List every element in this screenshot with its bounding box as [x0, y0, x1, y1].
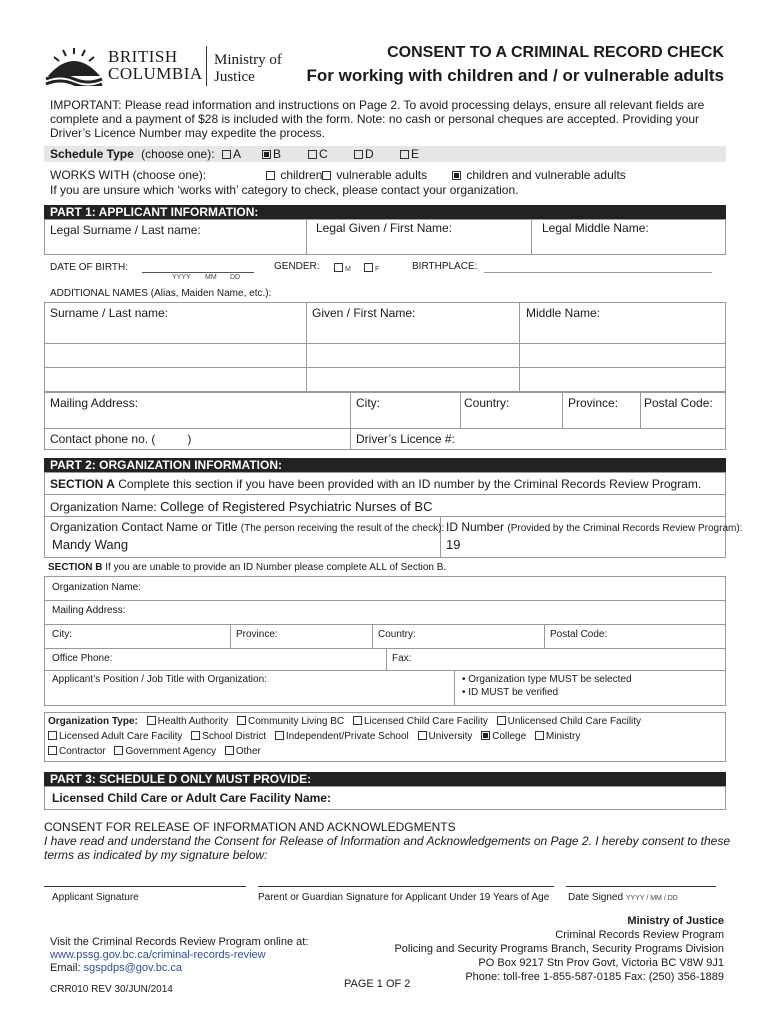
org-type-licensed-child-care[interactable]: Licensed Child Care Facility: [353, 716, 488, 727]
checkbox-icon[interactable]: [147, 716, 156, 725]
applicant-signature-line[interactable]: [44, 886, 246, 887]
org-type-independent-school[interactable]: Independent/Private School: [275, 731, 409, 742]
org-type-university[interactable]: University: [418, 731, 473, 742]
schedule-option-c[interactable]: C: [308, 146, 328, 162]
footer-branch: Policing and Security Programs Branch, Security Programs Division: [394, 943, 724, 955]
dob-mm: MM: [205, 274, 217, 281]
footer-visit: Visit the Criminal Records Review Program online at:: [50, 936, 309, 948]
org-type-row-3: [48, 746, 261, 757]
divider: [44, 367, 726, 368]
b-province-label: Province:: [236, 629, 278, 640]
schedule-hint: (choose one):: [141, 147, 215, 161]
org-contact-value[interactable]: Mandy Wang: [52, 537, 129, 552]
footer-contact: [50, 936, 308, 975]
footer-ministry: Ministry of Justice: [627, 915, 724, 927]
org-type-row-2: [48, 731, 580, 742]
ministry-line2: Justice: [214, 69, 255, 85]
checkbox-icon[interactable]: [114, 746, 123, 755]
divider: [306, 219, 307, 255]
schedule-option-e[interactable]: E: [400, 146, 419, 162]
org-contact-label: Organization Contact Name or Title (The person receiving the result of the check):: [50, 520, 445, 534]
divider: [44, 516, 726, 517]
checkbox-checked-icon[interactable]: [452, 171, 461, 180]
page-number: PAGE 1 OF 2: [344, 978, 411, 990]
org-type-licensed-adult-care[interactable]: Licensed Adult Care Facility: [48, 731, 182, 742]
date-signed-line[interactable]: [566, 886, 716, 887]
works-with-vulnerable-adults[interactable]: vulnerable adults: [322, 168, 427, 182]
divider: [44, 600, 726, 601]
works-with-label: WORKS WITH (choose one):: [50, 168, 207, 182]
province-line2: COLUMBIA: [108, 64, 203, 83]
drivers-licence-label: Driver’s Licence #:: [356, 432, 455, 446]
country-label: Country:: [464, 396, 510, 410]
checkbox-icon[interactable]: [334, 263, 343, 272]
ministry-line1: Ministry of: [214, 52, 282, 68]
gender-label: GENDER:: [274, 261, 320, 272]
divider: [44, 343, 726, 344]
footer-url-link[interactable]: www.pssg.gov.bc.ca/criminal-records-review: [50, 949, 266, 961]
legal-given-label: Legal Given / First Name:: [316, 221, 453, 235]
b-country-label: Country:: [378, 629, 416, 640]
checkbox-checked-icon[interactable]: [262, 150, 271, 159]
add-surname-label: Surname / Last name:: [50, 306, 169, 320]
org-type-unlicensed-child-care[interactable]: Unlicensed Child Care Facility: [497, 716, 641, 727]
works-with-row: [50, 168, 626, 182]
checkbox-icon[interactable]: [191, 731, 200, 740]
form-title: CONSENT TO A CRIMINAL RECORD CHECK: [387, 44, 724, 61]
checkbox-icon[interactable]: [266, 171, 275, 180]
schedule-type-row: [44, 146, 726, 162]
checkbox-icon[interactable]: [354, 150, 363, 159]
mailing-address-label: Mailing Address:: [50, 396, 139, 410]
org-type-health-authority[interactable]: Health Authority: [147, 716, 229, 727]
checkbox-icon[interactable]: [48, 746, 57, 755]
birthplace-label: BIRTHPLACE:: [412, 261, 478, 272]
checkbox-icon[interactable]: [275, 731, 284, 740]
org-type-college[interactable]: College: [481, 731, 526, 742]
org-name-row: Organization Name: College of Registered Psychiatric Nurses of BC: [50, 499, 433, 514]
id-number-label: ID Number (Provided by the Criminal Records Review Program):: [446, 520, 743, 534]
footer-email-row: Email: sgspdps@gov.bc.ca: [50, 962, 183, 974]
consent-heading: CONSENT FOR RELEASE OF INFORMATION AND ACKNOWLEDGMENTS: [44, 820, 456, 834]
province-line1: BRITISH: [108, 47, 178, 66]
b-office-phone-label: Office Phone:: [52, 653, 113, 664]
divider: [531, 219, 532, 255]
checkbox-icon[interactable]: [237, 716, 246, 725]
schedule-option-d[interactable]: D: [354, 146, 374, 162]
add-middle-label: Middle Name:: [526, 306, 601, 320]
divider: [44, 494, 726, 495]
schedule-label: Schedule Type: [50, 147, 134, 161]
b-postal-label: Postal Code:: [550, 629, 608, 640]
form-header: [0, 0, 770, 96]
divider: [44, 670, 726, 671]
org-type-ministry[interactable]: Ministry: [535, 731, 580, 742]
section-a-text: SECTION A Complete this section if you have been provided with an ID number by the Criminal Records Review Program.: [50, 477, 702, 491]
section-b-text: SECTION B If you are unable to provide an ID Number please complete ALL of Section B.: [48, 562, 447, 573]
gender-m-option[interactable]: M: [334, 263, 351, 273]
divider: [230, 624, 231, 648]
works-with-children[interactable]: children: [266, 168, 322, 182]
part2-header: PART 2: ORGANIZATION INFORMATION:: [44, 458, 726, 472]
important-note: IMPORTANT: Please read information and instructions on Page 2. To avoid processing delays, ensure all relevant fields are complete and a payment of $28 is included with the form. Note: no cash or personal cheques are accepted. Providing your Driver’s Licence Number may expedite the process.: [50, 98, 705, 140]
guardian-signature-line[interactable]: [258, 886, 554, 887]
dob-label: DATE OF BIRTH:: [50, 262, 128, 273]
part3-header: PART 3: SCHEDULE D ONLY MUST PROVIDE:: [44, 772, 726, 786]
divider: [562, 392, 563, 428]
b-city-label: City:: [52, 629, 72, 640]
additional-names-label: ADDITIONAL NAMES (Alias, Maiden Name, etc.):: [50, 288, 272, 299]
checkbox-icon[interactable]: [535, 731, 544, 740]
works-with-both[interactable]: children and vulnerable adults: [452, 168, 626, 182]
divider: [350, 392, 351, 450]
divider: [386, 648, 387, 670]
org-type-community-living[interactable]: Community Living BC: [237, 716, 344, 727]
checkbox-icon[interactable]: [48, 731, 57, 740]
divider: [306, 302, 307, 392]
checkbox-icon[interactable]: [322, 171, 331, 180]
footer-ministry-address: [394, 914, 724, 984]
org-type-government-agency[interactable]: Government Agency: [114, 746, 216, 757]
org-type-contractor[interactable]: Contractor: [48, 746, 106, 757]
add-given-label: Given / First Name:: [312, 306, 416, 320]
divider: [44, 428, 726, 429]
footer-program: Criminal Records Review Program: [555, 929, 724, 941]
applicant-signature-label: Applicant Signature: [52, 892, 139, 903]
footer-address: PO Box 9217 Stn Prov Govt, Victoria BC V8W 9J1: [478, 957, 724, 969]
checkbox-checked-icon[interactable]: [481, 731, 490, 740]
form-subtitle: For working with children and / or vulnerable adults: [306, 66, 724, 85]
b-org-name-label: Organization Name:: [52, 582, 141, 593]
birthplace-input-line[interactable]: [484, 272, 712, 273]
bullet-id-verified: • ID MUST be verified: [462, 687, 559, 698]
facility-name-label: Licensed Child Care or Adult Care Facility Name:: [52, 791, 331, 805]
form-code: CRR010 REV 30/JUN/2014: [50, 984, 173, 995]
divider: [372, 624, 373, 648]
ministry-name: [214, 52, 282, 86]
contact-phone-label: Contact phone no. ( ): [50, 432, 192, 446]
bc-sun-icon: [44, 46, 104, 86]
divider: [460, 392, 461, 428]
consent-body: I have read and understand the Consent for Release of Information and Acknowledgements on Page 2. I hereby consent to these terms as indicated by my signature below:: [44, 834, 730, 862]
checkbox-icon[interactable]: [497, 716, 506, 725]
b-mailing-label: Mailing Address:: [52, 605, 126, 616]
bc-logo: [44, 46, 282, 90]
legal-surname-label: Legal Surname / Last name:: [50, 223, 201, 237]
checkbox-icon[interactable]: [400, 150, 409, 159]
bullet-org-type: • Organization type MUST be selected: [462, 674, 632, 685]
footer-phone: Phone: toll-free 1-855-587-0185 Fax: (250) 356-1889: [465, 971, 724, 983]
guardian-signature-label: Parent or Guardian Signature for Applicant Under 19 Years of Age: [258, 892, 550, 903]
b-fax-label: Fax:: [392, 653, 412, 664]
schedule-option-b[interactable]: B: [262, 146, 281, 162]
checkbox-icon[interactable]: [222, 150, 231, 159]
divider: [519, 302, 520, 392]
org-type-school-district[interactable]: School District: [191, 731, 266, 742]
b-position-label: Applicant’s Position / Job Title with Organization:: [52, 674, 267, 685]
dob-input-line[interactable]: [142, 272, 254, 273]
divider: [454, 670, 455, 706]
province-name: [108, 48, 203, 82]
checkbox-icon[interactable]: [353, 716, 362, 725]
divider: [640, 392, 641, 428]
divider: [44, 624, 726, 625]
footer-email-link[interactable]: sgspdps@gov.bc.ca: [83, 962, 183, 974]
part1-header: PART 1: APPLICANT INFORMATION:: [44, 205, 726, 219]
date-signed-label: Date Signed YYYY / MM / DD: [568, 892, 678, 903]
divider: [44, 648, 726, 649]
checkbox-icon[interactable]: [364, 263, 373, 272]
section-b-box: [44, 576, 726, 706]
checkbox-icon[interactable]: [225, 746, 234, 755]
city-label: City:: [356, 396, 380, 410]
works-with-note: If you are unsure which ‘works with’ category to check, please contact your organization.: [50, 183, 519, 197]
gender-f-option[interactable]: F: [364, 263, 379, 273]
org-type-other[interactable]: Other: [225, 746, 261, 757]
checkbox-icon[interactable]: [418, 731, 427, 740]
legal-middle-label: Legal Middle Name:: [542, 221, 649, 235]
org-type-row-1: Organization Type: Health Authority Community Living BC Licensed Child Care Facility Unlicensed Child Care Facility: [48, 716, 642, 727]
dob-yyyy: YYYY: [172, 274, 191, 281]
postal-code-label: Postal Code:: [644, 396, 713, 410]
divider: [544, 624, 545, 648]
checkbox-icon[interactable]: [308, 150, 317, 159]
province-label: Province:: [568, 396, 619, 410]
dob-dd: DD: [230, 274, 241, 281]
schedule-option-a[interactable]: A: [222, 146, 241, 162]
id-number-value[interactable]: 19: [446, 537, 461, 552]
org-name-value[interactable]: College of Registered Psychiatric Nurses of BC: [160, 499, 433, 514]
logo-divider: [206, 46, 207, 86]
